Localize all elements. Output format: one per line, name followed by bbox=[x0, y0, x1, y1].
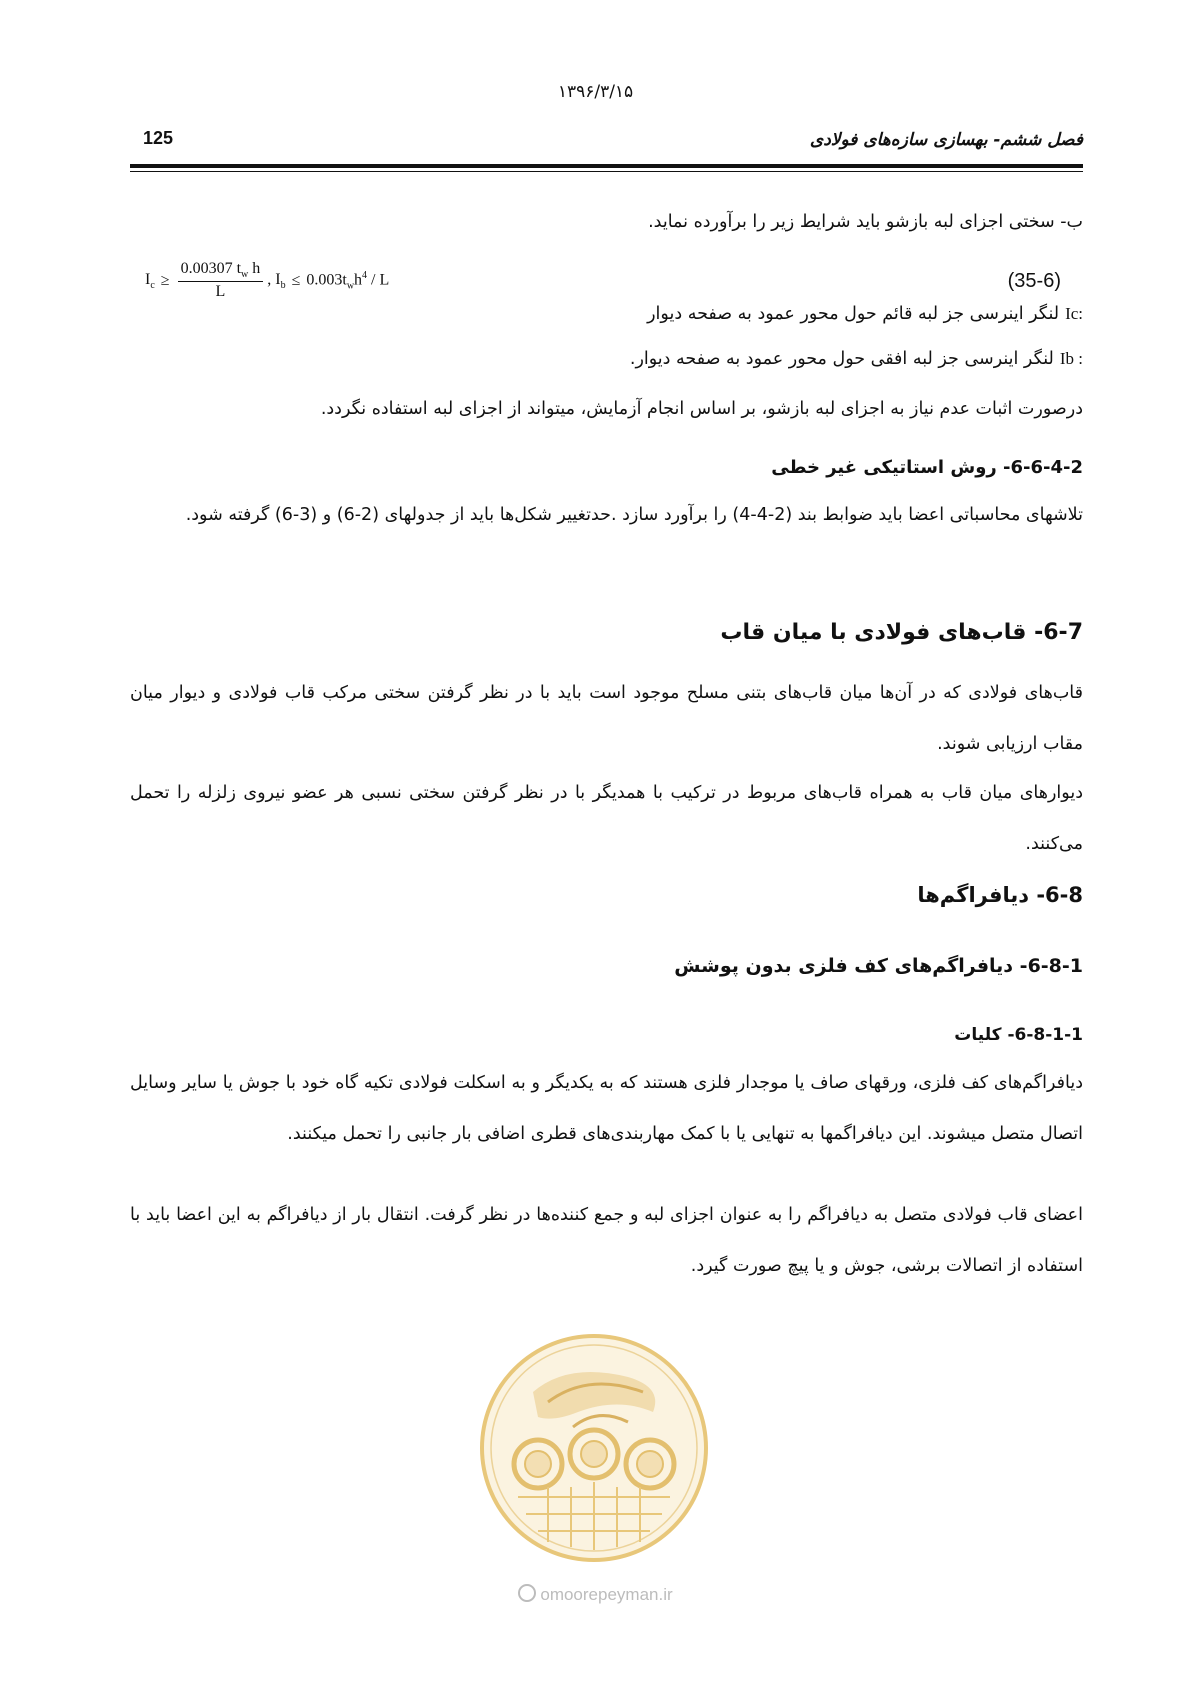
definition-ib bbox=[630, 349, 1083, 369]
formula-ic: $I_c$ bbox=[145, 270, 155, 291]
page-date: ۱۳۹۶/۳/۱۵ bbox=[557, 82, 634, 102]
formula-leq: ≤ bbox=[291, 271, 301, 289]
heading-6-8: 6-8- دیافراگم‌ها bbox=[917, 883, 1083, 907]
heading-6-6-4-2: 6-6-4-2- روش استاتیکی غیر خطی bbox=[771, 457, 1083, 478]
formula-35-6 bbox=[145, 260, 389, 301]
definition-ic-text: لنگر اینرسی جز لبه قائم حول محور عمود به صفحه دیوار bbox=[647, 304, 1060, 324]
definition-ib-text: لنگر اینرسی جز لبه افقی حول محور عمود به صفحه دیوار. bbox=[629, 349, 1054, 369]
page-number: 125 bbox=[143, 128, 174, 148]
heading-6-7: 6-7- قاب‌های فولادی با میان قاب bbox=[720, 620, 1083, 645]
at-icon bbox=[518, 1584, 536, 1602]
formula-rhs: $0.003t_wh^4$ / L bbox=[306, 269, 390, 292]
heading-6-8-1: 6-8-1- دیافراگم‌های کف فلزی بدون پوشش bbox=[674, 955, 1083, 977]
watermark-url: omoorepeyman.ir bbox=[0, 1584, 1191, 1605]
paragraph-proof: درصورت اثبات عدم نیاز به اجزای لبه بازشو، بر اساس انجام آزمایش، میتواند از اجزای لبه استفاده نگردد. bbox=[320, 399, 1083, 419]
header-rule-thick bbox=[130, 164, 1083, 168]
heading-6-8-1-1: 6-8-1-1- کلیات bbox=[954, 1025, 1083, 1045]
formula-fraction bbox=[178, 260, 264, 301]
fraction-denominator: L bbox=[215, 283, 226, 301]
header-rule-thin bbox=[130, 171, 1083, 172]
definition-ib-symbol: Ib : bbox=[1059, 349, 1083, 368]
formula-geq: ≥ bbox=[160, 271, 170, 289]
paragraph-infill-1: قاب‌های فولادی که در آن‌ها میان قاب‌های بتنی مسلح موجود است باید با در نظر گرفتن سختی مرکب قاب فولادی و دیوار میان مقاب ارزیابی شوند. bbox=[130, 683, 1083, 754]
definition-ic bbox=[647, 304, 1083, 324]
formula-ib: , $I_b$ bbox=[267, 270, 286, 291]
equation-number: (35-6) bbox=[1007, 270, 1061, 292]
omoorepeyman-seal-logo bbox=[478, 1332, 710, 1564]
paragraph-nonlinear: تلاشهای محاسباتی اعضا باید ضوابط بند (2-4-4) را برآورد سازد .حدتغییر شکل‌ها باید از جدولهای (2-6) و (3-6) گرفته شود. bbox=[185, 505, 1083, 525]
fraction-numerator: 0.00307 $t_w$ h bbox=[178, 260, 264, 282]
definition-ic-symbol: Ic: bbox=[1065, 304, 1083, 323]
paragraph-infill-2: دیوارهای میان قاب به همراه قاب‌های مربوط در ترکیب با همدیگر با در نظر گرفتن سختی نسبی هر عضو نیروی زلزله را تحمل می‌کنند. bbox=[130, 783, 1083, 854]
paragraph-b: ب- سختی اجزای لبه بازشو باید شرایط زیر را برآورده نماید. bbox=[648, 212, 1083, 232]
chapter-title: فصل ششم- بهسازی سازه‌های فولادی bbox=[809, 130, 1083, 150]
paragraph-general-1: دیافراگم‌های کف فلزی، ورقهای صاف یا موجدار فلزی هستند که به یکدیگر و به اسکلت فولادی تکیه گاه خود با جوش یا سایر وسایل اتصال متصل میشوند. این دیافراگمها به تنهایی یا با کمک مهاربندی‌های قطری اضافی بار جانبی را تحمل میکنند. bbox=[130, 1073, 1083, 1144]
paragraph-general-2: اعضای قاب فولادی متصل به دیافراگم را به عنوان اجزای لبه و جمع کننده‌ها در نظر گرفت. انتقال بار از دیافراگم به این اعضا باید با استفاده از اتصالات برشی، جوش و یا پیچ صورت گیرد. bbox=[130, 1205, 1083, 1276]
